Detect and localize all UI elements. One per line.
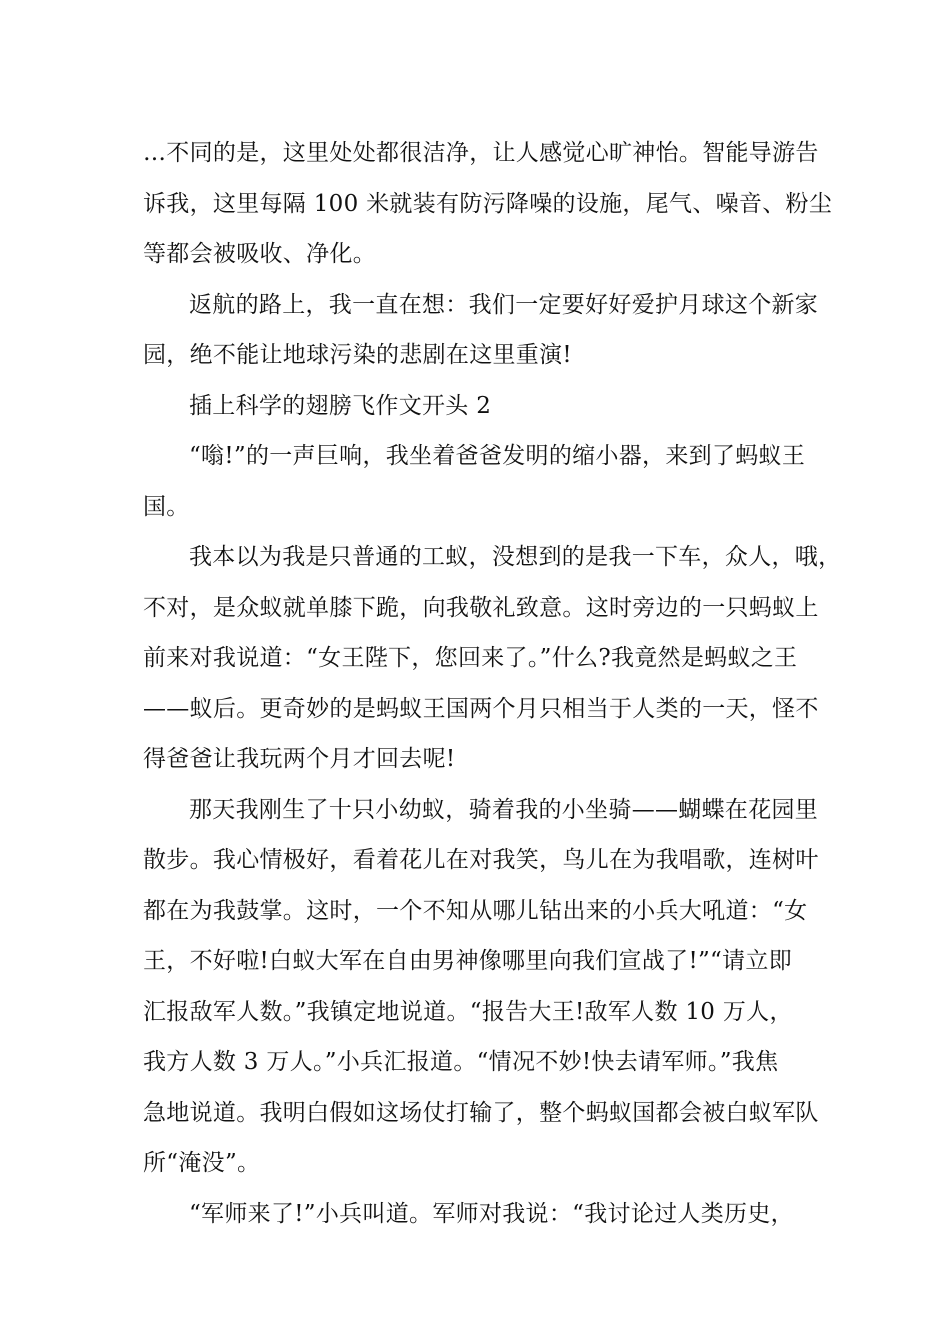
text-line: 那天我刚生了十只小幼蚁，骑着我的小坐骑——蝴蝶在花园里 bbox=[189, 796, 819, 823]
text-line: 我方人数 3 万人。”小兵汇报道。“情况不妙!快去请军师。”我焦 bbox=[143, 1049, 779, 1075]
text-line: 我本以为我是只普通的工蚁，没想到的是我一下车，众人，哦， bbox=[189, 544, 842, 570]
text-line: 王，不好啦!白蚁大军在自由男神像哪里向我们宣战了!”“请立即 bbox=[143, 948, 793, 974]
text-line: 都在为我鼓掌。这时，一个不知从哪儿钻出来的小兵大吼道：“女 bbox=[143, 897, 808, 924]
heading-text: 插上科学的翅膀飞作文开头 2 bbox=[189, 392, 492, 419]
text-line: 园，绝不能让地球污染的悲剧在这里重演! bbox=[143, 342, 572, 368]
text-line: 等都会被吸收、净化。 bbox=[143, 241, 376, 267]
article-body bbox=[143, 128, 842, 1239]
text-line: 散步。我心情极好，看着花儿在对我笑，鸟儿在为我唱歌，连树叶 bbox=[143, 847, 819, 873]
text-line: 急地说道。我明白假如这场仗打输了，整个蚂蚁国都会被白蚁军队 bbox=[143, 1099, 819, 1126]
text-line: “军师来了!”小兵叫道。军师对我说：“我讨论过人类历史， bbox=[189, 1200, 794, 1227]
paragraph-6 bbox=[143, 1189, 808, 1240]
text-line: 汇报敌军人数。”我镇定地说道。“报告大王!敌军人数 10 万人， bbox=[143, 998, 793, 1025]
paragraph-2 bbox=[143, 280, 819, 381]
text-line: 前来对我说道：“女王陛下，您回来了。”什么?我竟然是蚂蚁之王 bbox=[143, 645, 798, 671]
text-line: 所“淹没”。 bbox=[143, 1150, 261, 1176]
text-line: 得爸爸让我玩两个月才回去呢! bbox=[143, 746, 456, 772]
paragraph-1 bbox=[143, 128, 833, 280]
paragraph-4 bbox=[143, 532, 842, 785]
paragraph-5 bbox=[143, 785, 819, 1189]
text-line: 不对，是众蚁就单膝下跪，向我敬礼致意。这时旁边的一只蚂蚁上 bbox=[143, 594, 819, 621]
text-line: 国。 bbox=[143, 493, 190, 520]
section-heading bbox=[143, 381, 808, 432]
text-line: 诉我，这里每隔 100 米就装有防污降噪的设施，尾气、噪音、粉尘 bbox=[143, 190, 833, 217]
paragraph-3 bbox=[143, 431, 808, 532]
text-line: …不同的是，这里处处都很洁净，让人感觉心旷神怡。智能导游告 bbox=[143, 140, 819, 166]
text-line: ——蚁后。更奇妙的是蚂蚁王国两个月只相当于人类的一天，怪不 bbox=[143, 695, 819, 722]
text-line: “嗡!”的一声巨响，我坐着爸爸发明的缩小器，来到了蚂蚁王 bbox=[189, 443, 806, 469]
text-line: 返航的路上，我一直在想：我们一定要好好爱护月球这个新家 bbox=[189, 291, 819, 318]
